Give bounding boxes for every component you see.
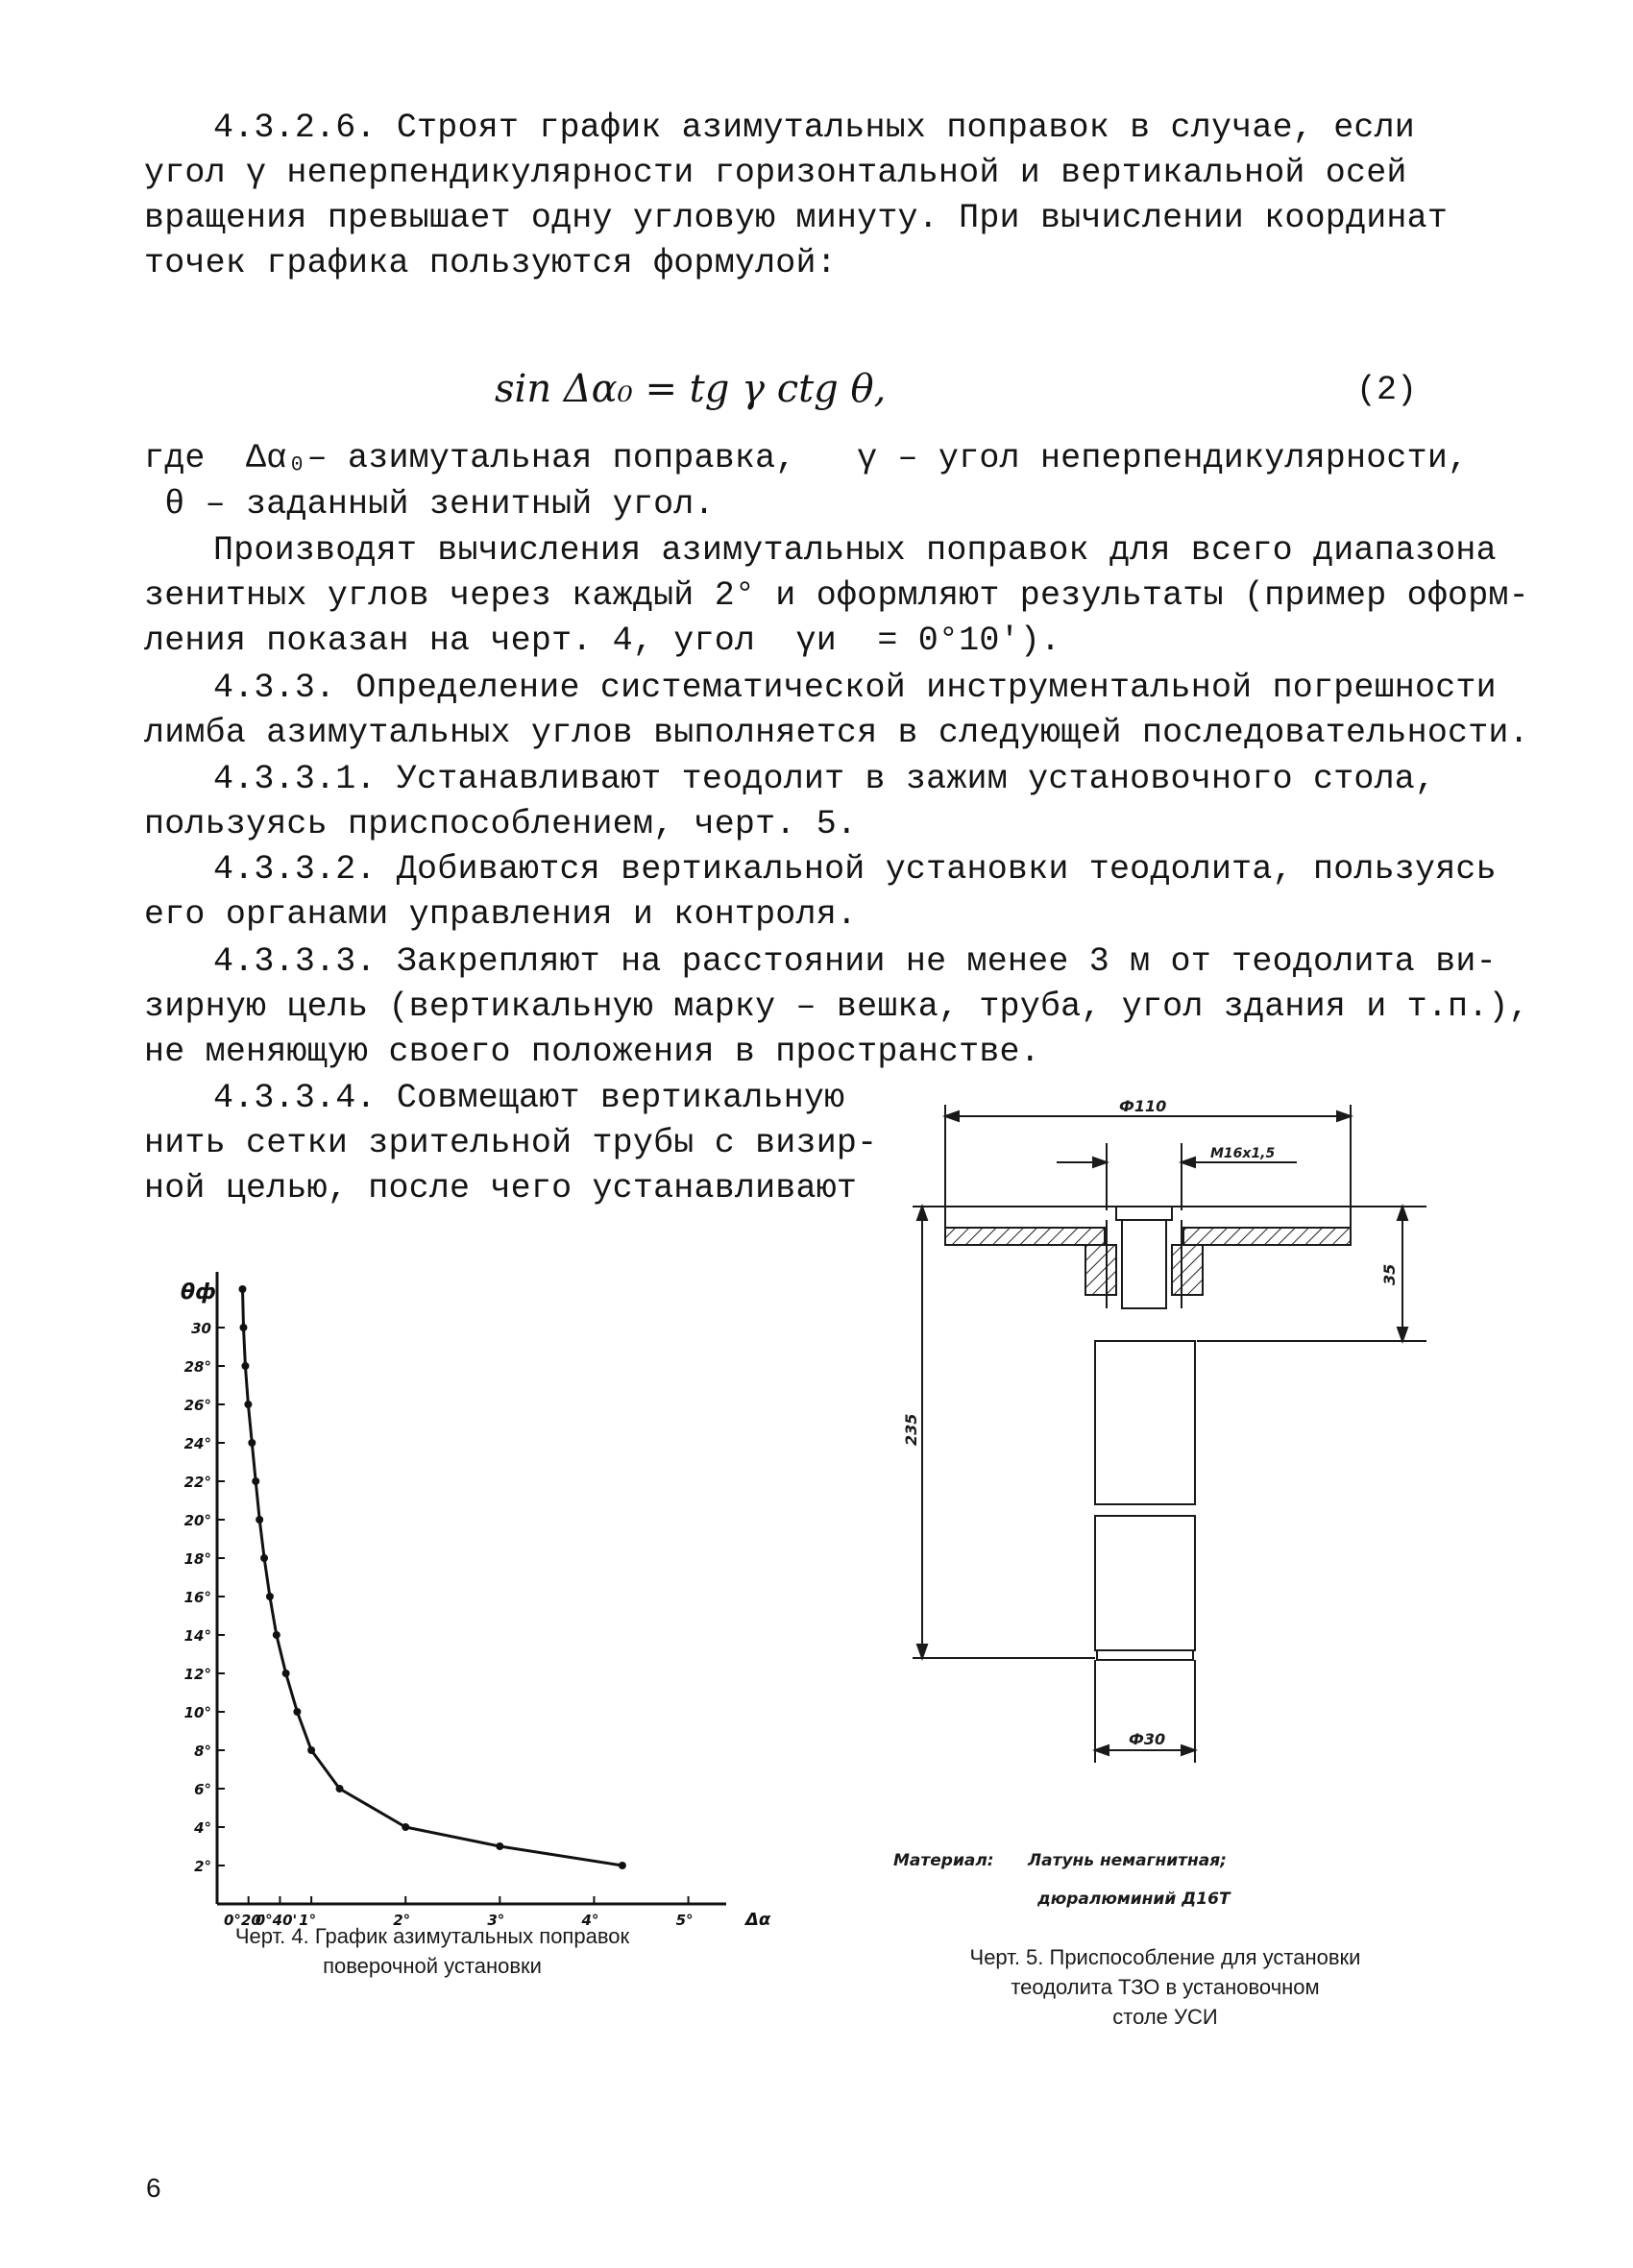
text-line: не меняющую своего положения в пространстве. bbox=[144, 1033, 1040, 1071]
shaft-end bbox=[1097, 1650, 1193, 1660]
y-tick-label: 30 bbox=[191, 1320, 211, 1337]
y-tick-label: 28° bbox=[183, 1358, 211, 1376]
x-tick-label: 0°20' bbox=[223, 1912, 266, 1929]
arrow bbox=[1182, 1745, 1195, 1755]
x-tick-label: 5° bbox=[675, 1912, 694, 1929]
text-line: 4.3.3.2. Добиваются вертикальной установки теодолита, пользуясь bbox=[213, 850, 1497, 889]
series-line bbox=[243, 1289, 622, 1866]
x-tick-label: 0°40' bbox=[255, 1912, 298, 1929]
y-tick-label: 2° bbox=[194, 1858, 211, 1875]
x-tick-label: 2° bbox=[393, 1912, 411, 1929]
text-line: θ – заданный зенитный угол. bbox=[144, 485, 715, 524]
formula-number: (2) bbox=[1356, 371, 1418, 409]
text-line: 4.3.3. Определение систематической инструментальной погрешности bbox=[213, 669, 1497, 707]
text-line: где Δα₀– азимутальная поправка, γ – угол неперпендикулярности, bbox=[144, 439, 1469, 477]
data-point bbox=[307, 1746, 315, 1754]
y-tick-label: 16° bbox=[183, 1589, 211, 1606]
screw-shank bbox=[1122, 1220, 1166, 1308]
shaft-upper bbox=[1095, 1341, 1195, 1504]
y-tick-label: 8° bbox=[194, 1743, 211, 1760]
data-point bbox=[273, 1631, 280, 1639]
data-point bbox=[241, 1362, 249, 1370]
x-tick-label: 3° bbox=[487, 1912, 505, 1929]
fig4-caption-line1: Черт. 4. График азимутальных поправок bbox=[234, 1924, 630, 1948]
arrow bbox=[945, 1111, 959, 1121]
x-tick-label: 1° bbox=[299, 1912, 317, 1929]
arrow bbox=[1095, 1745, 1109, 1755]
data-point bbox=[256, 1516, 263, 1524]
dim-height-total: 235 bbox=[902, 1413, 920, 1446]
screw-head bbox=[1116, 1207, 1172, 1220]
data-point bbox=[252, 1477, 259, 1485]
arrow bbox=[1398, 1328, 1407, 1341]
dim-top-diameter: Ф110 bbox=[1119, 1097, 1167, 1115]
data-point bbox=[496, 1842, 503, 1850]
dim-height-top: 35 bbox=[1380, 1263, 1399, 1285]
arrow bbox=[1182, 1158, 1195, 1167]
text-line: точек графика пользуются формулой: bbox=[144, 244, 837, 282]
data-point bbox=[239, 1324, 247, 1331]
data-point bbox=[293, 1708, 301, 1716]
x-tick-label: 4° bbox=[581, 1912, 599, 1929]
text-line: ления показан на черт. 4, угол γи = 0°10'). bbox=[144, 622, 1061, 660]
text-line: ной целью, после чего устанавливают bbox=[144, 1169, 858, 1207]
azimuth-correction-chart bbox=[134, 1258, 826, 1950]
fixture-drawing bbox=[893, 1085, 1450, 1921]
arrow bbox=[1337, 1111, 1351, 1121]
arrow bbox=[917, 1207, 927, 1220]
text-line: угол γ неперпендикулярности горизонтальной и вертикальной осей bbox=[144, 154, 1407, 192]
y-axis-label: θф bbox=[181, 1280, 216, 1305]
flange-right bbox=[1183, 1228, 1351, 1245]
y-tick-label: 22° bbox=[183, 1474, 211, 1491]
arrow bbox=[917, 1645, 927, 1658]
y-tick-label: 6° bbox=[194, 1781, 211, 1798]
data-point bbox=[260, 1554, 268, 1562]
x-axis-label: Δα bbox=[745, 1910, 771, 1930]
text-line: зенитных углов через каждый 2° и оформляют результаты (пример оформ- bbox=[144, 576, 1529, 615]
hub-left bbox=[1085, 1245, 1116, 1295]
data-point bbox=[402, 1823, 409, 1831]
fig5-caption-line1: Черт. 5. Приспособление для установки bbox=[969, 1945, 1361, 1969]
material-1: Латунь немагнитная; bbox=[1028, 1851, 1227, 1870]
fig4-caption bbox=[154, 1921, 711, 1981]
page-number: 6 bbox=[146, 2173, 161, 2203]
text-line: Производят вычисления азимутальных поправок для всего диапазона bbox=[213, 531, 1497, 570]
text-line: 4.3.3.4. Совмещают вертикальную bbox=[213, 1079, 845, 1117]
data-point bbox=[244, 1401, 252, 1408]
y-tick-label: 4° bbox=[194, 1819, 211, 1837]
arrow bbox=[1398, 1207, 1407, 1220]
text-line: вращения превышает одну угловую минуту. При вычислении координат bbox=[144, 199, 1449, 237]
dim-bottom-diameter: Ф30 bbox=[1129, 1730, 1166, 1748]
fig5-caption bbox=[882, 1942, 1449, 2032]
y-tick-label: 24° bbox=[183, 1435, 211, 1452]
text-line: пользуясь приспособлением, черт. 5. bbox=[144, 805, 858, 843]
text-line: его органами управления и контроля. bbox=[144, 895, 858, 934]
arrow bbox=[1093, 1158, 1107, 1167]
fig5-caption-line2: теодолита ТЗО в установочном bbox=[1011, 1975, 1320, 1999]
dim-thread: M16x1,5 bbox=[1210, 1146, 1276, 1161]
y-tick-label: 12° bbox=[183, 1666, 211, 1683]
text-line: зирную цель (вертикальную марку – вешка, труба, угол здания и т.п.), bbox=[144, 988, 1529, 1026]
y-tick-label: 20° bbox=[183, 1512, 211, 1529]
text-line: нить сетки зрительной трубы с визир- bbox=[144, 1124, 878, 1162]
formula: sin Δα₀ = tg γ ctg θ, bbox=[495, 367, 887, 411]
shaft-lower bbox=[1095, 1516, 1195, 1650]
y-tick-label: 26° bbox=[183, 1397, 211, 1414]
hub-right bbox=[1172, 1245, 1203, 1295]
material-2: дюралюминий Д16Т bbox=[1037, 1890, 1231, 1909]
fig5-caption-line3: столе УСИ bbox=[1112, 2005, 1218, 2029]
data-point bbox=[619, 1862, 626, 1869]
flange-left bbox=[945, 1228, 1105, 1245]
data-point bbox=[336, 1785, 344, 1792]
text-line: лимба азимутальных углов выполняется в следующей последовательности. bbox=[144, 714, 1529, 752]
fig4-caption-line2: поверочной установки bbox=[323, 1954, 542, 1978]
y-tick-label: 18° bbox=[183, 1550, 211, 1568]
data-point bbox=[248, 1439, 256, 1447]
text-line: 4.3.2.6. Строят график азимутальных поправок в случае, если bbox=[213, 109, 1416, 147]
material-label: Материал: bbox=[893, 1851, 994, 1870]
data-point bbox=[266, 1593, 274, 1600]
y-tick-label: 10° bbox=[183, 1704, 211, 1721]
data-point bbox=[282, 1670, 290, 1677]
text-line: 4.3.3.3. Закрепляют на расстоянии не менее 3 м от теодолита ви- bbox=[213, 942, 1497, 981]
data-point bbox=[238, 1285, 246, 1293]
y-tick-label: 14° bbox=[183, 1627, 211, 1645]
text-line: 4.3.3.1. Устанавливают теодолит в зажим установочного стола, bbox=[213, 760, 1436, 798]
